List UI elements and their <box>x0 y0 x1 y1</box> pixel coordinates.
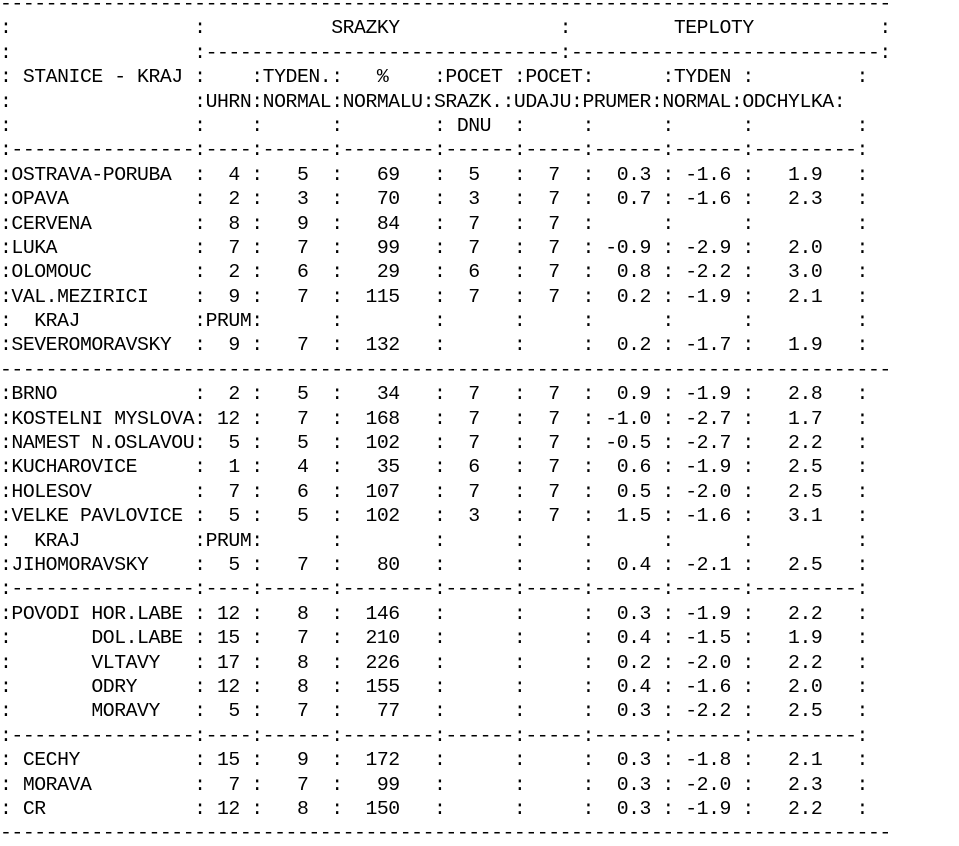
report-line: :HOLESOV : 7 : 6 : 107 : 7 : 7 : 0.5 : -2.0 : 2.5 : <box>0 480 868 503</box>
report-line: : :UHRN:NORMAL:NORMALU:SRAZK.:UDAJU:PRUMER:NORMAL:ODCHYLKA: <box>0 90 846 113</box>
report-line: :OSTRAVA-PORUBA : 4 : 5 : 69 : 5 : 7 : 0.3 : -1.6 : 1.9 : <box>0 163 868 186</box>
report-line: ------------------------------------------------------------------------------ <box>0 822 891 845</box>
report-line: : VLTAVY : 17 : 8 : 226 : : : 0.2 : -2.0 : 2.2 : <box>0 651 868 674</box>
report-line: :KOSTELNI MYSLOVA: 12 : 7 : 168 : 7 : 7 : -1.0 : -2.7 : 1.7 : <box>0 407 868 430</box>
report-line: :VAL.MEZIRICI : 9 : 7 : 115 : 7 : 7 : 0.2 : -1.9 : 2.1 : <box>0 285 868 308</box>
report-line: ------------------------------------------------------------------------------ <box>0 358 891 381</box>
report-line: :OPAVA : 2 : 3 : 70 : 3 : 7 : 0.7 : -1.6 : 2.3 : <box>0 188 868 211</box>
report-line: : :-------------------------------:---------------------------: <box>0 41 891 64</box>
report-line: : KRAJ :PRUM: : : : : : : : <box>0 529 868 552</box>
report-line: :OLOMOUC : 2 : 6 : 29 : 6 : 7 : 0.8 : -2.2 : 3.0 : <box>0 261 868 284</box>
report-line: : MORAVY : 5 : 7 : 77 : : : 0.3 : -2.2 : 2.5 : <box>0 700 868 723</box>
report-line: ------------------------------------------------------------------------------ <box>0 0 891 15</box>
report-line: :NAMEST N.OSLAVOU: 5 : 5 : 102 : 7 : 7 : -0.5 : -2.7 : 2.2 : <box>0 432 868 455</box>
report-line: :----------------:----:------:--------:------:-----:------:------:---------: <box>0 578 868 601</box>
report-line: :BRNO : 2 : 5 : 34 : 7 : 7 : 0.9 : -1.9 : 2.8 : <box>0 383 868 406</box>
report-line: : : SRAZKY : TEPLOTY : <box>0 17 891 40</box>
report-line: : KRAJ :PRUM: : : : : : : : <box>0 310 868 333</box>
report-line: :CERVENA : 8 : 9 : 84 : 7 : 7 : : : : <box>0 212 868 235</box>
report-line: :POVODI HOR.LABE : 12 : 8 : 146 : : : 0.3 : -1.9 : 2.2 : <box>0 602 868 625</box>
report-line: :VELKE PAVLOVICE : 5 : 5 : 102 : 3 : 7 : 1.5 : -1.6 : 3.1 : <box>0 505 868 528</box>
report-line: :KUCHAROVICE : 1 : 4 : 35 : 6 : 7 : 0.6 : -1.9 : 2.5 : <box>0 456 868 479</box>
report-line: : STANICE - KRAJ : :TYDEN.: % :POCET :POCET: :TYDEN : : <box>0 66 868 89</box>
report-line: : DOL.LABE : 15 : 7 : 210 : : : 0.4 : -1.5 : 1.9 : <box>0 627 868 650</box>
report-line: :LUKA : 7 : 7 : 99 : 7 : 7 : -0.9 : -2.9 : 2.0 : <box>0 236 868 259</box>
report-line: : : : : : DNU : : : : : <box>0 114 868 137</box>
report-line: : MORAVA : 7 : 7 : 99 : : : 0.3 : -2.0 : 2.3 : <box>0 773 868 796</box>
report-line: :SEVEROMORAVSKY : 9 : 7 : 132 : : : 0.2 : -1.7 : 1.9 : <box>0 334 868 357</box>
report-line: : CECHY : 15 : 9 : 172 : : : 0.3 : -1.8 : 2.1 : <box>0 749 868 772</box>
report-line: :----------------:----:------:--------:------:-----:------:------:---------: <box>0 139 868 162</box>
report-line: : ODRY : 12 : 8 : 155 : : : 0.4 : -1.6 : 2.0 : <box>0 675 868 698</box>
report-line: :----------------:----:------:--------:------:-----:------:------:---------: <box>0 724 868 747</box>
report-line: :JIHOMORAVSKY : 5 : 7 : 80 : : : 0.4 : -2.1 : 2.5 : <box>0 553 868 576</box>
report-line: : CR : 12 : 8 : 150 : : : 0.3 : -1.9 : 2.2 : <box>0 797 868 820</box>
